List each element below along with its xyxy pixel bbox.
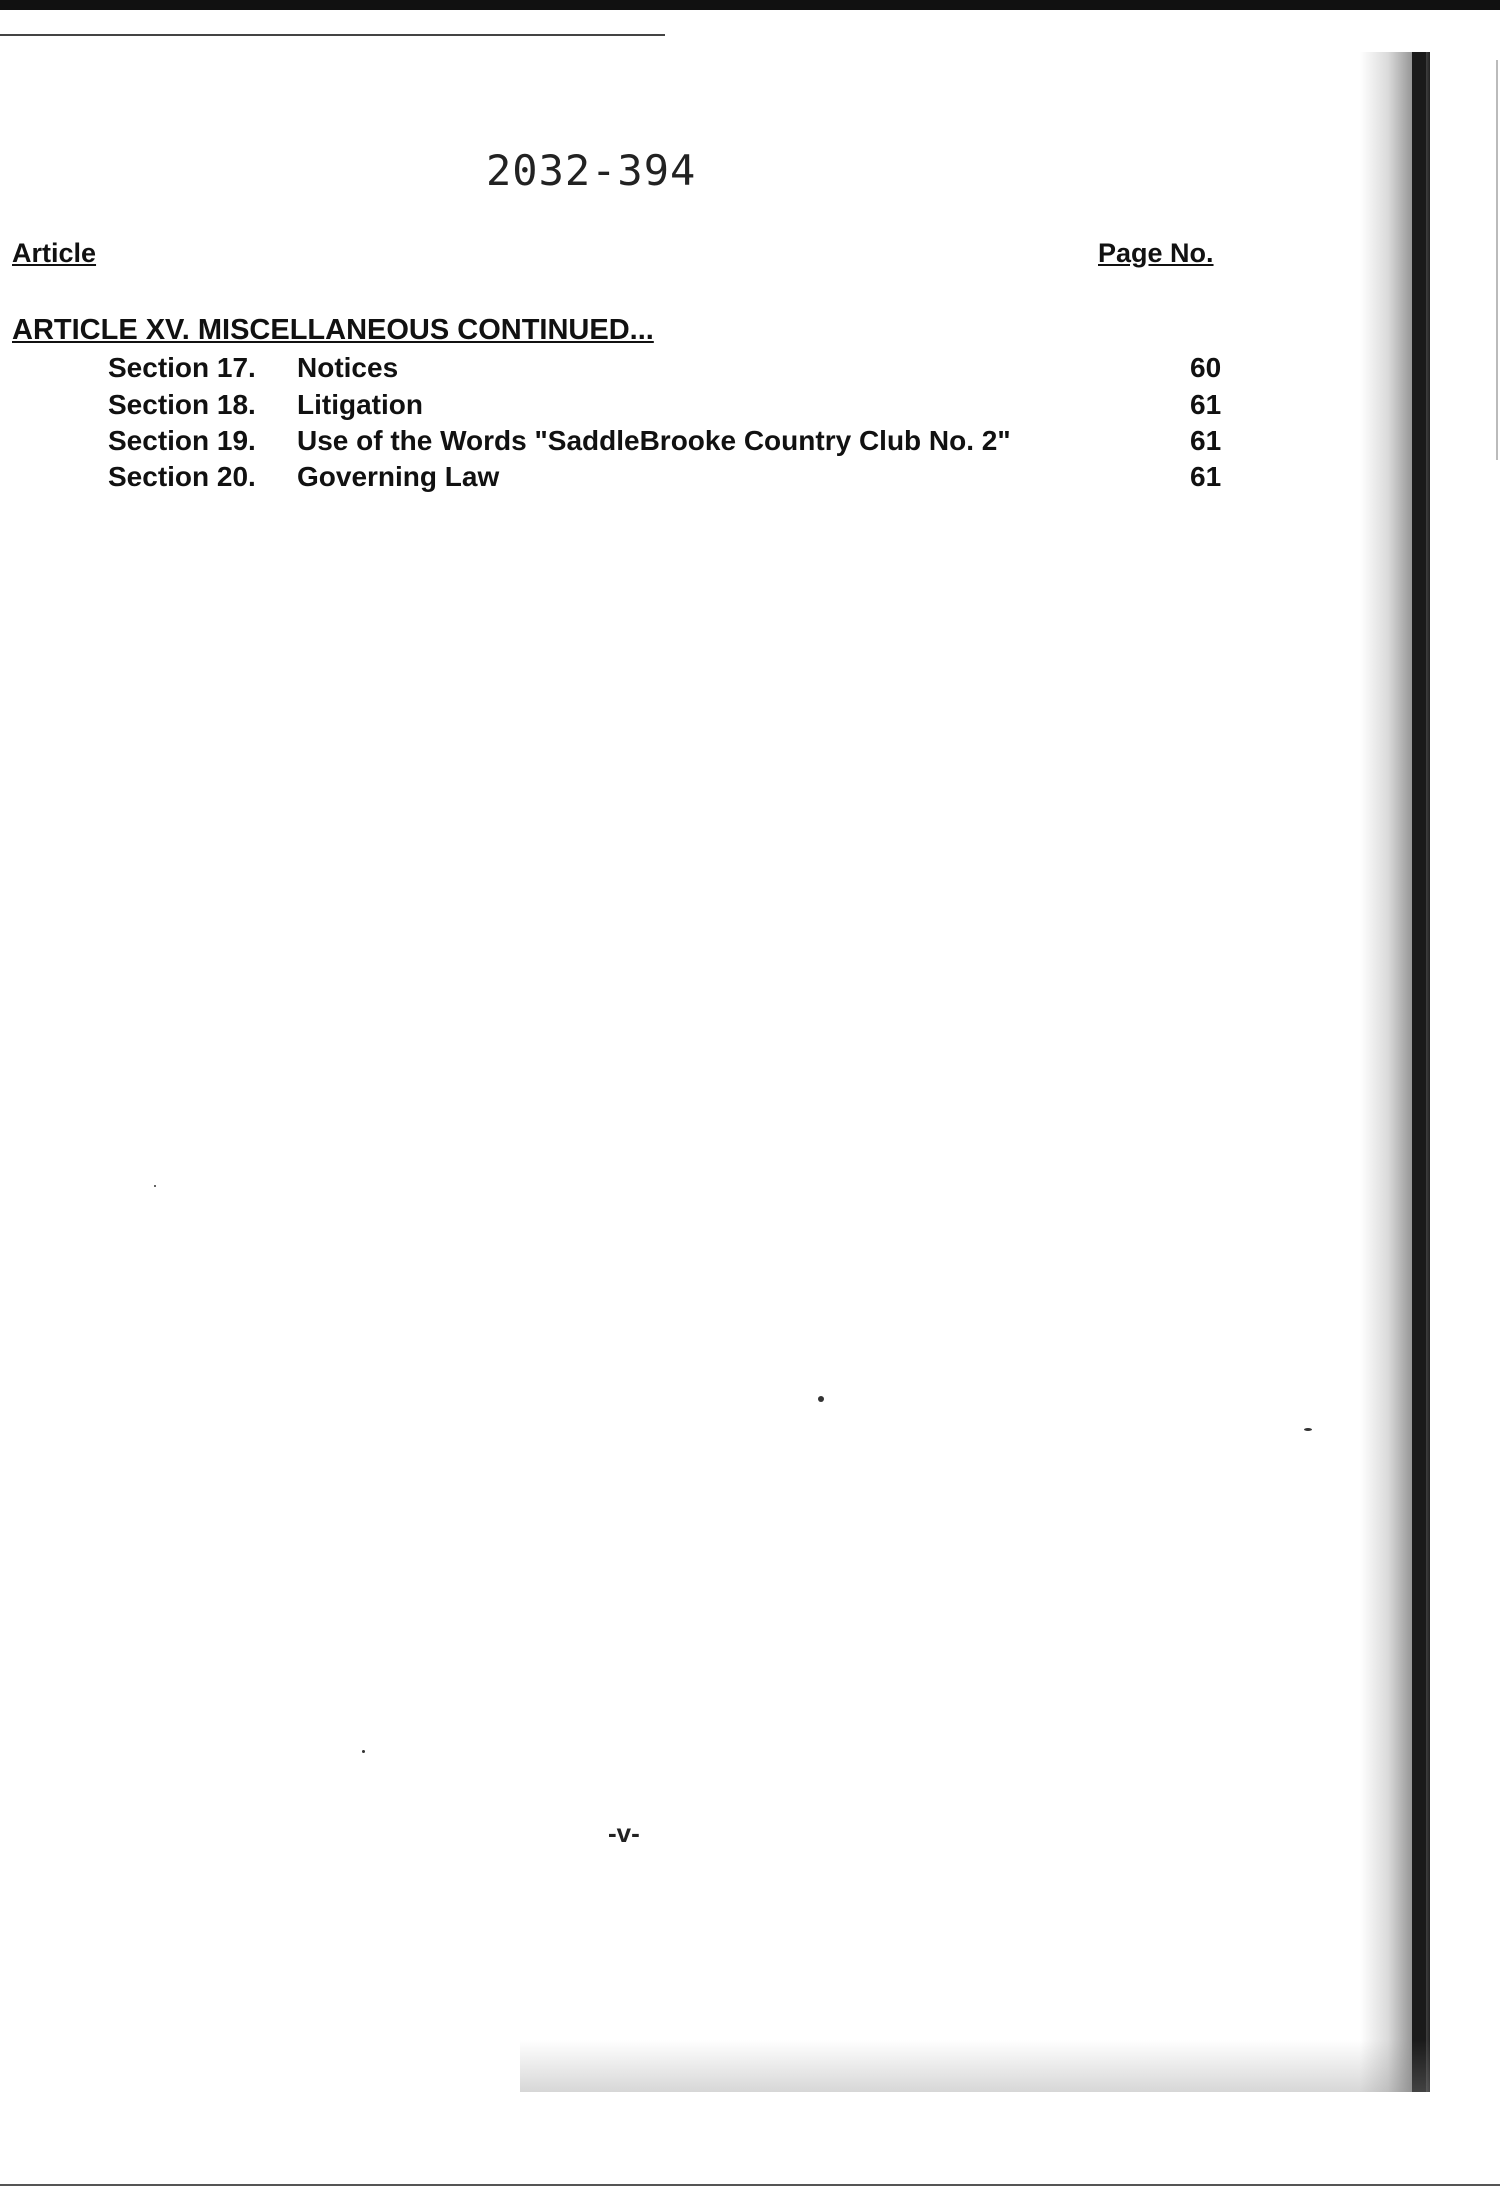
- scan-bottom-rule: [0, 2184, 1500, 2186]
- section-page-number: 61: [1190, 389, 1222, 420]
- toc-row: [0, 461, 1300, 497]
- scan-top-border: [0, 0, 1500, 10]
- section-title: Governing Law: [297, 461, 500, 492]
- section-number: Section 20.: [108, 461, 256, 492]
- scan-bottom-shadow: [520, 2040, 1430, 2092]
- section-title: Use of the Words "SaddleBrooke Country Club No. 2": [297, 425, 1011, 456]
- article-column-header: Article: [12, 238, 97, 268]
- article-heading: ARTICLE XV. MISCELLANEOUS CONTINUED...: [12, 314, 654, 346]
- section-title: Litigation: [297, 389, 423, 420]
- document-number: 2032-394: [486, 146, 697, 195]
- section-number: Section 19.: [108, 425, 256, 456]
- section-page-number: 61: [1190, 425, 1222, 456]
- section-number: Section 18.: [108, 389, 256, 420]
- scan-speck: [154, 1185, 156, 1187]
- section-page-number: 60: [1190, 352, 1222, 383]
- section-number: Section 17.: [108, 352, 256, 383]
- section-page-number: 61: [1190, 461, 1222, 492]
- scan-speck: [362, 1750, 365, 1753]
- toc-row: [0, 425, 1300, 461]
- toc-row: [0, 389, 1300, 425]
- scan-right-edge: [1412, 52, 1426, 2092]
- page-no-column-header: Page No.: [1098, 238, 1214, 268]
- section-title: Notices: [297, 352, 399, 383]
- toc-row: [0, 352, 1300, 388]
- scan-margin-line: [1496, 60, 1498, 460]
- scan-speck: [818, 1396, 824, 1402]
- scan-top-rule: [0, 34, 665, 36]
- scan-speck: [1304, 1428, 1312, 1431]
- page-marker: -v-: [608, 1818, 640, 1848]
